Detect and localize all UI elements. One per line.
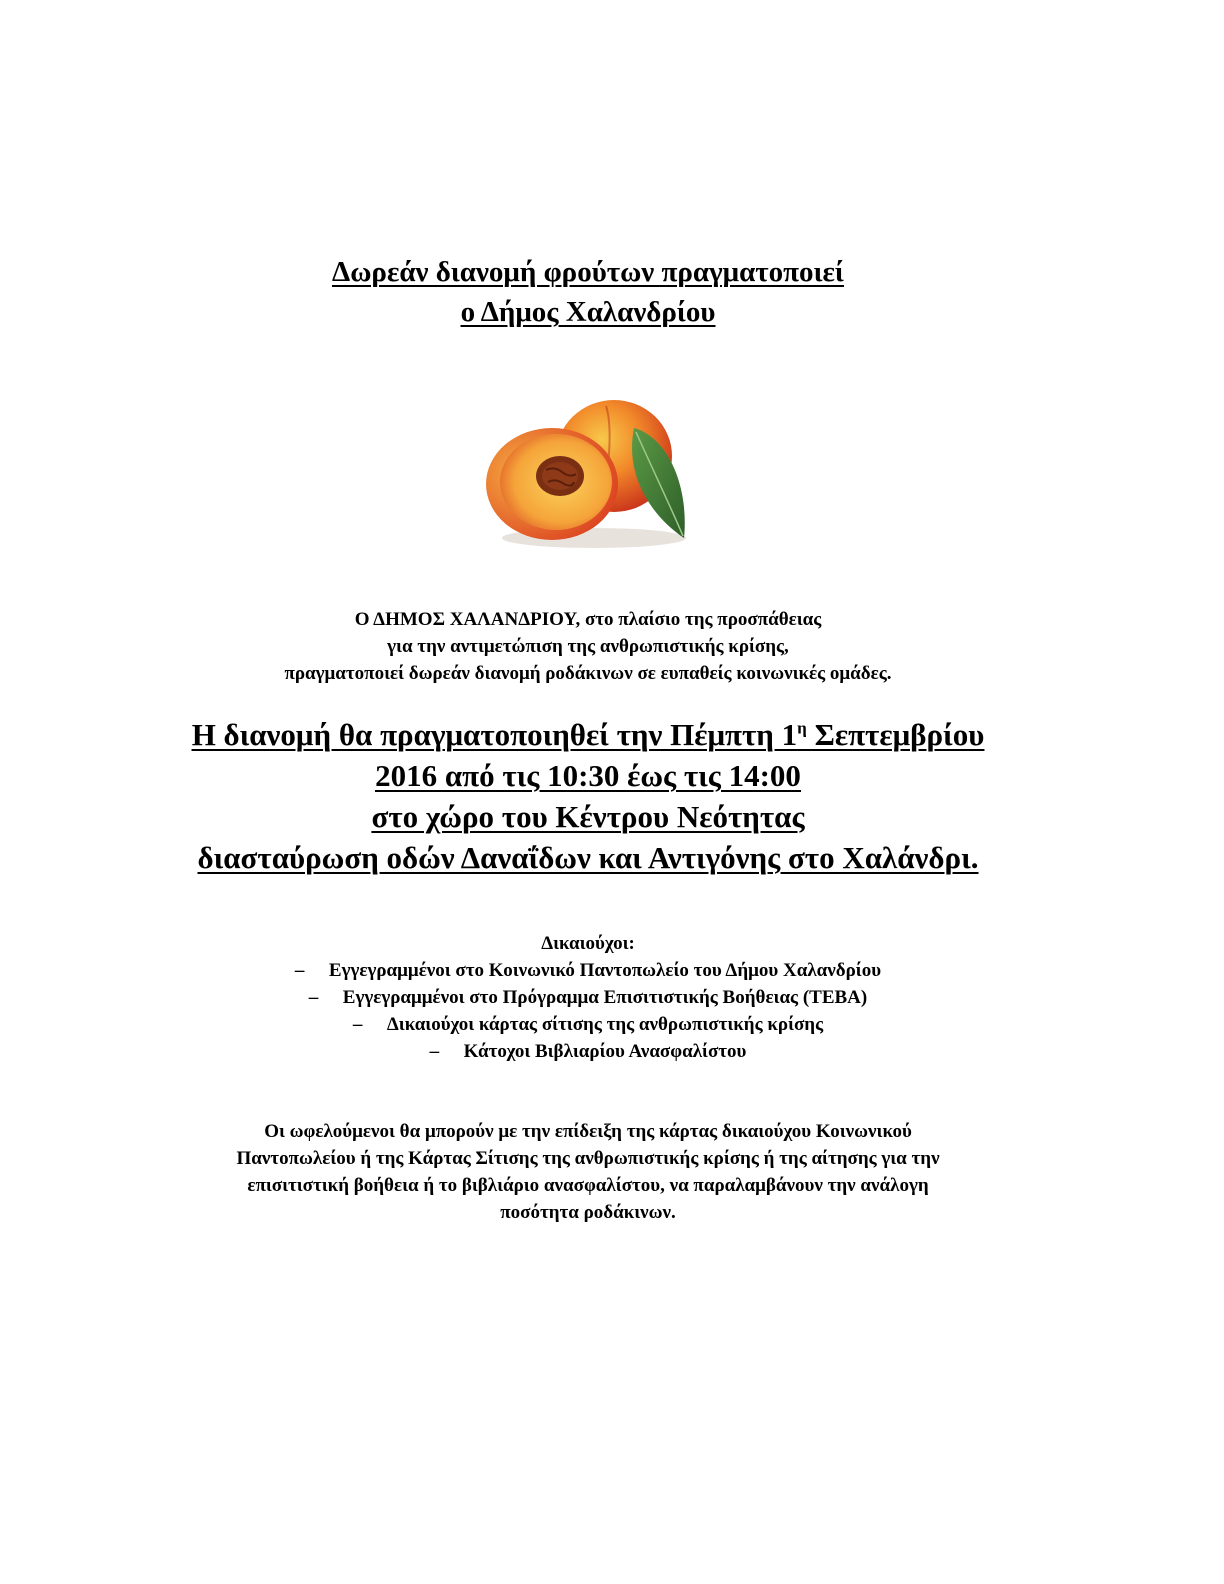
event-line-3: στο χώρο του Κέντρου Νεότητας <box>371 799 805 834</box>
event-line-4: διασταύρωση οδών Δαναΐδων και Αντιγόνης στο Χαλάνδρι. <box>197 840 979 875</box>
list-item: – Εγγεγραμμένοι στο Κοινωνικό Παντοπωλείο του Δήμου Χαλανδρίου <box>0 957 1176 984</box>
list-item: – Δικαιούχοι κάρτας σίτισης της ανθρωπιστικής κρίσης <box>0 1011 1176 1038</box>
list-item: – Κάτοχοι Βιβλιαρίου Ανασφαλίστου <box>0 1038 1176 1065</box>
intro-paragraph <box>0 606 1176 687</box>
closing-line-2: Παντοπωλείου ή της Κάρτας Σίτισης της ανθρωπιστικής κρίσης ή της αίτησης για την <box>236 1148 940 1169</box>
bullet-dash: – <box>429 1041 440 1062</box>
event-line-2: 2016 από τις 10:30 έως τις 14:00 <box>375 758 801 793</box>
bullet-dash: – <box>308 987 319 1008</box>
closing-line-3: επισιτιστική βοήθεια ή το βιβλιάριο ανασφαλίστου, να παραλαμβάνουν την ανάλογη <box>247 1175 929 1196</box>
event-details <box>0 714 1176 878</box>
beneficiaries-list <box>0 957 1176 1065</box>
title-line-2: ο Δήμος Χαλανδρίου <box>460 296 716 328</box>
beneficiaries-heading: Δικαιούχοι: <box>541 933 635 954</box>
beneficiaries-section <box>0 930 1176 1065</box>
peach-image <box>484 388 700 554</box>
ordinal-superscript: η <box>797 718 807 738</box>
intro-line-1: Ο ΔΗΜΟΣ ΧΑΛΑΝΔΡΙΟΥ, στο πλαίσιο της προσπάθειας <box>354 609 822 630</box>
closing-line-1: Οι ωφελούμενοι θα μπορούν με την επίδειξη της κάρτας δικαιούχου Κοινωνικού <box>264 1121 912 1142</box>
intro-line-2: για την αντιμετώπιση της ανθρωπιστικής κρίσης, <box>387 636 789 657</box>
document-title <box>0 252 1176 332</box>
bullet-dash: – <box>294 960 305 981</box>
closing-line-4: ποσότητα ροδάκινων. <box>500 1202 676 1223</box>
list-item: – Εγγεγραμμένοι στο Πρόγραμμα Επισιτιστικής Βοήθειας (ΤΕΒΑ) <box>0 984 1176 1011</box>
intro-line-3: πραγματοποιεί δωρεάν διανομή ροδάκινων σε ευπαθείς κοινωνικές ομάδες. <box>284 663 892 684</box>
event-line-1: Η διανομή θα πραγματοποιηθεί την Πέμπτη $1^\eta$ Σεπτεμβρίου <box>191 717 985 752</box>
bullet-dash: – <box>352 1014 363 1035</box>
title-line-1: Δωρεάν διανομή φρούτων πραγματοποιεί <box>332 256 844 288</box>
closing-paragraph <box>0 1118 1176 1226</box>
